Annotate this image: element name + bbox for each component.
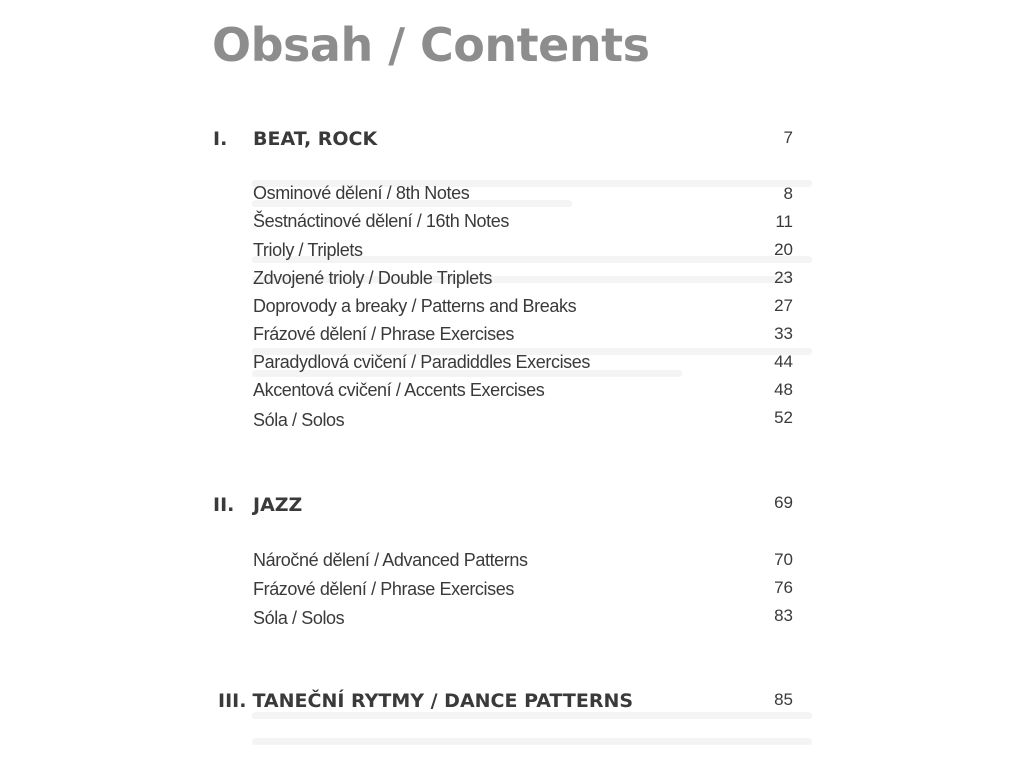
toc-entry: Frázové dělení / Phrase Exercises — [253, 579, 514, 599]
section-page-number: 85 — [774, 690, 793, 709]
toc-entry-page: 70 — [774, 550, 793, 569]
section-numeral: III. — [218, 690, 247, 712]
toc-entry: Šestnáctinové dělení / 16th Notes — [253, 211, 509, 231]
toc-entry: Trioly / Triplets — [253, 240, 363, 260]
toc-entry-page: 52 — [774, 408, 793, 427]
toc-entry-page: 48 — [774, 380, 793, 399]
section-title: JAZZ — [253, 494, 303, 516]
bleed-through-line — [252, 712, 812, 719]
toc-entry: Doprovody a breaky / Patterns and Breaks — [253, 296, 577, 316]
toc-entry-page: 20 — [774, 240, 793, 259]
section-heading-jazz — [213, 494, 302, 516]
section-title: BEAT, ROCK — [253, 128, 378, 150]
section-heading-dance-patterns — [218, 690, 633, 712]
section-title: TANEČNÍ RYTMY / DANCE PATTERNS — [252, 690, 634, 712]
toc-entry-page: 33 — [774, 324, 793, 343]
toc-entry-page: 44 — [774, 352, 793, 371]
toc-entry: Náročné dělení / Advanced Patterns — [253, 550, 528, 570]
toc-entry: Osminové dělení / 8th Notes — [253, 183, 470, 203]
toc-entry: Frázové dělení / Phrase Exercises — [253, 324, 514, 344]
section-numeral: II. — [213, 494, 235, 516]
bleed-through-line — [252, 738, 812, 745]
toc-entry: Sóla / Solos — [253, 410, 345, 430]
toc-entry-page: 23 — [774, 268, 793, 287]
toc-entry-page: 8 — [783, 184, 793, 203]
toc-entry-page: 27 — [774, 296, 793, 315]
toc-entry: Akcentová cvičení / Accents Exercises — [253, 380, 545, 400]
toc-entry: Zdvojené trioly / Double Triplets — [253, 268, 492, 288]
toc-entry-page: 76 — [774, 578, 793, 597]
toc-entry: Paradydlová cvičení / Paradiddles Exercises — [253, 352, 590, 372]
toc-entry-page: 11 — [775, 212, 793, 231]
page-title: Obsah / Contents — [212, 18, 650, 72]
section-page-number: 69 — [774, 493, 793, 512]
toc-entry: Sóla / Solos — [253, 608, 345, 628]
section-heading-beat-rock — [213, 128, 377, 150]
section-page-number: 7 — [783, 128, 793, 147]
toc-entry-page: 83 — [774, 606, 793, 625]
section-numeral: I. — [213, 128, 228, 150]
